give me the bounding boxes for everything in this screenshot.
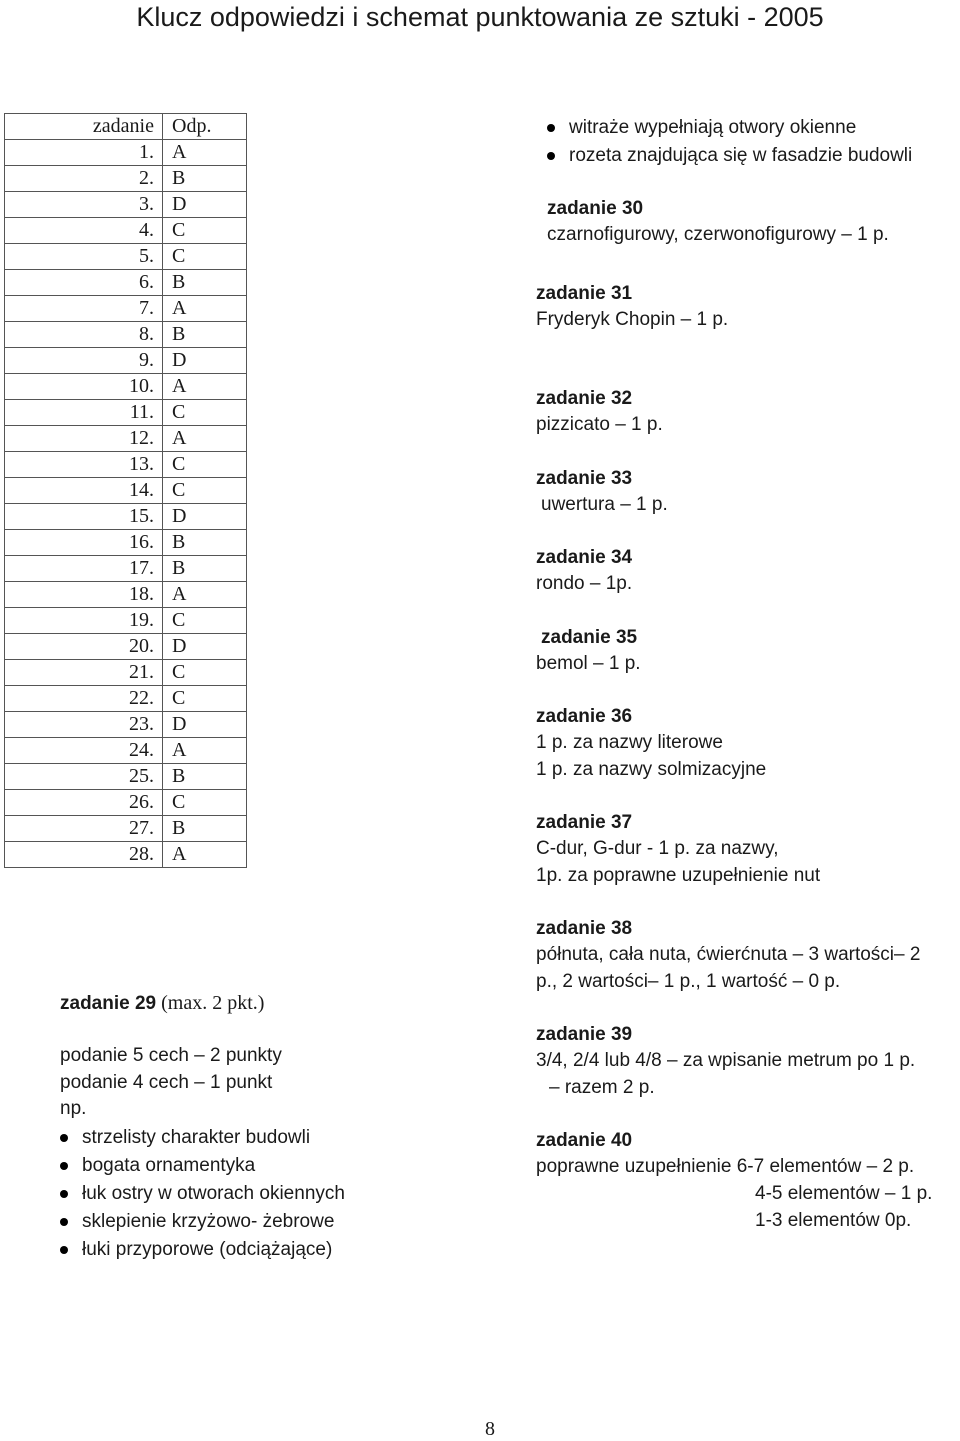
list-item bbox=[60, 1236, 345, 1264]
task29-label: zadanie 29 bbox=[60, 993, 157, 1014]
task-number-cell: 23. bbox=[5, 712, 163, 738]
table-row bbox=[5, 608, 247, 634]
bullet-icon bbox=[547, 152, 555, 160]
answer-cell: B bbox=[163, 764, 247, 790]
task-number-cell: 21. bbox=[5, 660, 163, 686]
task-number-cell: 17. bbox=[5, 556, 163, 582]
task30-label: zadanie 30 bbox=[547, 198, 644, 219]
list-item bbox=[60, 1180, 345, 1208]
task-number-cell: 5. bbox=[5, 244, 163, 270]
task-number-cell: 25. bbox=[5, 764, 163, 790]
task34-text: rondo – 1p. bbox=[536, 573, 633, 594]
answer-cell: B bbox=[163, 166, 247, 192]
list-item bbox=[547, 142, 912, 170]
table-row bbox=[5, 270, 247, 296]
task-number-cell: 19. bbox=[5, 608, 163, 634]
bullet-icon bbox=[547, 124, 555, 132]
table-row bbox=[5, 530, 247, 556]
page-number: 8 bbox=[485, 1418, 495, 1440]
task-number-cell: 7. bbox=[5, 296, 163, 322]
task35-text: bemol – 1 p. bbox=[536, 653, 641, 674]
header-task: zadanie bbox=[5, 114, 163, 140]
task-number-cell: 14. bbox=[5, 478, 163, 504]
task-number-cell: 26. bbox=[5, 790, 163, 816]
task-number-cell: 18. bbox=[5, 582, 163, 608]
task39-line-1: 3/4, 2/4 lub 4/8 – za wpisanie metrum po 1 p. bbox=[536, 1050, 916, 1071]
table-row bbox=[5, 452, 247, 478]
bullet-icon bbox=[60, 1218, 68, 1226]
table-row bbox=[5, 348, 247, 374]
answer-cell: B bbox=[163, 270, 247, 296]
table-row bbox=[5, 790, 247, 816]
list-item bbox=[60, 1124, 345, 1152]
task-number-cell: 1. bbox=[5, 140, 163, 166]
task39-label: zadanie 39 bbox=[536, 1024, 633, 1045]
task30-text: czarnofigurowy, czerwonofigurowy – 1 p. bbox=[547, 224, 889, 245]
task33-label: zadanie 33 bbox=[536, 468, 633, 489]
task-number-cell: 10. bbox=[5, 374, 163, 400]
task38-line-1: półnuta, cała nuta, ćwierćnuta – 3 wartości– 2 bbox=[536, 944, 921, 965]
table-row bbox=[5, 322, 247, 348]
list-item bbox=[60, 1152, 345, 1180]
task-number-cell: 27. bbox=[5, 816, 163, 842]
task-number-cell: 24. bbox=[5, 738, 163, 764]
answer-cell: A bbox=[163, 738, 247, 764]
answer-cell: D bbox=[163, 192, 247, 218]
task40-label: zadanie 40 bbox=[536, 1130, 633, 1151]
task29-bullet-list-cont bbox=[547, 114, 912, 170]
answer-cell: C bbox=[163, 660, 247, 686]
answer-cell: C bbox=[163, 790, 247, 816]
task32-text: pizzicato – 1 p. bbox=[536, 414, 663, 435]
answer-cell: D bbox=[163, 634, 247, 660]
answer-cell: D bbox=[163, 712, 247, 738]
task36-label: zadanie 36 bbox=[536, 706, 633, 727]
task33-text: uwertura – 1 p. bbox=[541, 494, 668, 515]
bullet-icon bbox=[60, 1190, 68, 1198]
task-number-cell: 3. bbox=[5, 192, 163, 218]
table-row bbox=[5, 504, 247, 530]
task-number-cell: 8. bbox=[5, 322, 163, 348]
table-row bbox=[5, 764, 247, 790]
task-number-cell: 16. bbox=[5, 530, 163, 556]
task31-label: zadanie 31 bbox=[536, 283, 633, 304]
table-row bbox=[5, 426, 247, 452]
answer-cell: C bbox=[163, 452, 247, 478]
table-row bbox=[5, 686, 247, 712]
task29-bullet-list bbox=[60, 1124, 345, 1264]
task-number-cell: 28. bbox=[5, 842, 163, 868]
task39-line-2: – razem 2 p. bbox=[549, 1077, 655, 1098]
task34-label: zadanie 34 bbox=[536, 547, 633, 568]
answer-cell: B bbox=[163, 816, 247, 842]
task38-label: zadanie 38 bbox=[536, 918, 633, 939]
task-number-cell: 15. bbox=[5, 504, 163, 530]
task40-line-2: 4-5 elementów – 1 p. bbox=[755, 1183, 933, 1204]
task40-line-3: 1-3 elementów 0p. bbox=[755, 1210, 912, 1231]
task-number-cell: 20. bbox=[5, 634, 163, 660]
table-row bbox=[5, 842, 247, 868]
task37-line-2: 1p. za poprawne uzupełnienie nut bbox=[536, 865, 821, 886]
bullet-text: bogata ornamentyka bbox=[82, 1155, 256, 1176]
answer-cell: A bbox=[163, 140, 247, 166]
answer-cell: C bbox=[163, 400, 247, 426]
table-row bbox=[5, 374, 247, 400]
task32-label: zadanie 32 bbox=[536, 388, 633, 409]
task36-line-1: 1 p. za nazwy literowe bbox=[536, 732, 723, 753]
task38-line-2: p., 2 wartości– 1 p., 1 wartość – 0 p. bbox=[536, 971, 841, 992]
task-number-cell: 12. bbox=[5, 426, 163, 452]
table-row bbox=[5, 712, 247, 738]
answer-cell: D bbox=[163, 504, 247, 530]
list-item bbox=[60, 1208, 345, 1236]
task-number-cell: 22. bbox=[5, 686, 163, 712]
task29-note: (max. 2 pkt.) bbox=[161, 992, 265, 1014]
table-row bbox=[5, 166, 247, 192]
table-row bbox=[5, 556, 247, 582]
table-row bbox=[5, 738, 247, 764]
table-row bbox=[5, 478, 247, 504]
header-answer: Odp. bbox=[163, 114, 247, 140]
table-row bbox=[5, 634, 247, 660]
bullet-text: strzelisty charakter budowli bbox=[82, 1127, 311, 1148]
bullet-icon bbox=[60, 1134, 68, 1142]
task31-text: Fryderyk Chopin – 1 p. bbox=[536, 309, 729, 330]
table-row bbox=[5, 192, 247, 218]
answer-cell: D bbox=[163, 348, 247, 374]
answer-cell: B bbox=[163, 530, 247, 556]
table-row bbox=[5, 400, 247, 426]
answer-cell: B bbox=[163, 322, 247, 348]
page-title: Klucz odpowiedzi i schemat punktowania ze sztuki - 2005 bbox=[136, 2, 824, 32]
answer-cell: A bbox=[163, 374, 247, 400]
task37-label: zadanie 37 bbox=[536, 812, 633, 833]
task29-line-3: np. bbox=[60, 1098, 87, 1119]
task-number-cell: 6. bbox=[5, 270, 163, 296]
task29-heading bbox=[60, 990, 264, 1017]
task-number-cell: 11. bbox=[5, 400, 163, 426]
task-number-cell: 4. bbox=[5, 218, 163, 244]
answer-cell: C bbox=[163, 608, 247, 634]
task36-line-2: 1 p. za nazwy solmizacyjne bbox=[536, 759, 767, 780]
table-row bbox=[5, 816, 247, 842]
answer-cell: B bbox=[163, 556, 247, 582]
answer-cell: A bbox=[163, 842, 247, 868]
task-number-cell: 13. bbox=[5, 452, 163, 478]
list-item bbox=[547, 114, 912, 142]
task29-line-1: podanie 5 cech – 2 punkty bbox=[60, 1045, 282, 1066]
table-row bbox=[5, 244, 247, 270]
task-number-cell: 9. bbox=[5, 348, 163, 374]
answer-cell: A bbox=[163, 296, 247, 322]
bullet-text: witraże wypełniają otwory okienne bbox=[569, 117, 857, 138]
bullet-icon bbox=[60, 1246, 68, 1254]
bullet-text: sklepienie krzyżowo- żebrowe bbox=[82, 1211, 335, 1232]
answer-table bbox=[4, 113, 247, 868]
task-number-cell: 2. bbox=[5, 166, 163, 192]
task29-line-2: podanie 4 cech – 1 punkt bbox=[60, 1072, 273, 1093]
answer-cell: C bbox=[163, 244, 247, 270]
answer-cell: A bbox=[163, 582, 247, 608]
answer-cell: A bbox=[163, 426, 247, 452]
task35-label: zadanie 35 bbox=[541, 627, 638, 648]
table-row bbox=[5, 582, 247, 608]
bullet-text: łuk ostry w otworach okiennych bbox=[82, 1183, 345, 1204]
table-header-row bbox=[5, 114, 247, 140]
answer-cell: C bbox=[163, 218, 247, 244]
table-row bbox=[5, 218, 247, 244]
bullet-icon bbox=[60, 1162, 68, 1170]
bullet-text: łuki przyporowe (odciążające) bbox=[82, 1239, 333, 1260]
table-row bbox=[5, 660, 247, 686]
bullet-text: rozeta znajdująca się w fasadzie budowli bbox=[569, 145, 913, 166]
table-row bbox=[5, 296, 247, 322]
task37-line-1: C-dur, G-dur - 1 p. za nazwy, bbox=[536, 838, 779, 859]
answer-cell: C bbox=[163, 686, 247, 712]
table-row bbox=[5, 140, 247, 166]
answer-cell: C bbox=[163, 478, 247, 504]
task40-line-1: poprawne uzupełnienie 6-7 elementów – 2 p. bbox=[536, 1156, 915, 1177]
